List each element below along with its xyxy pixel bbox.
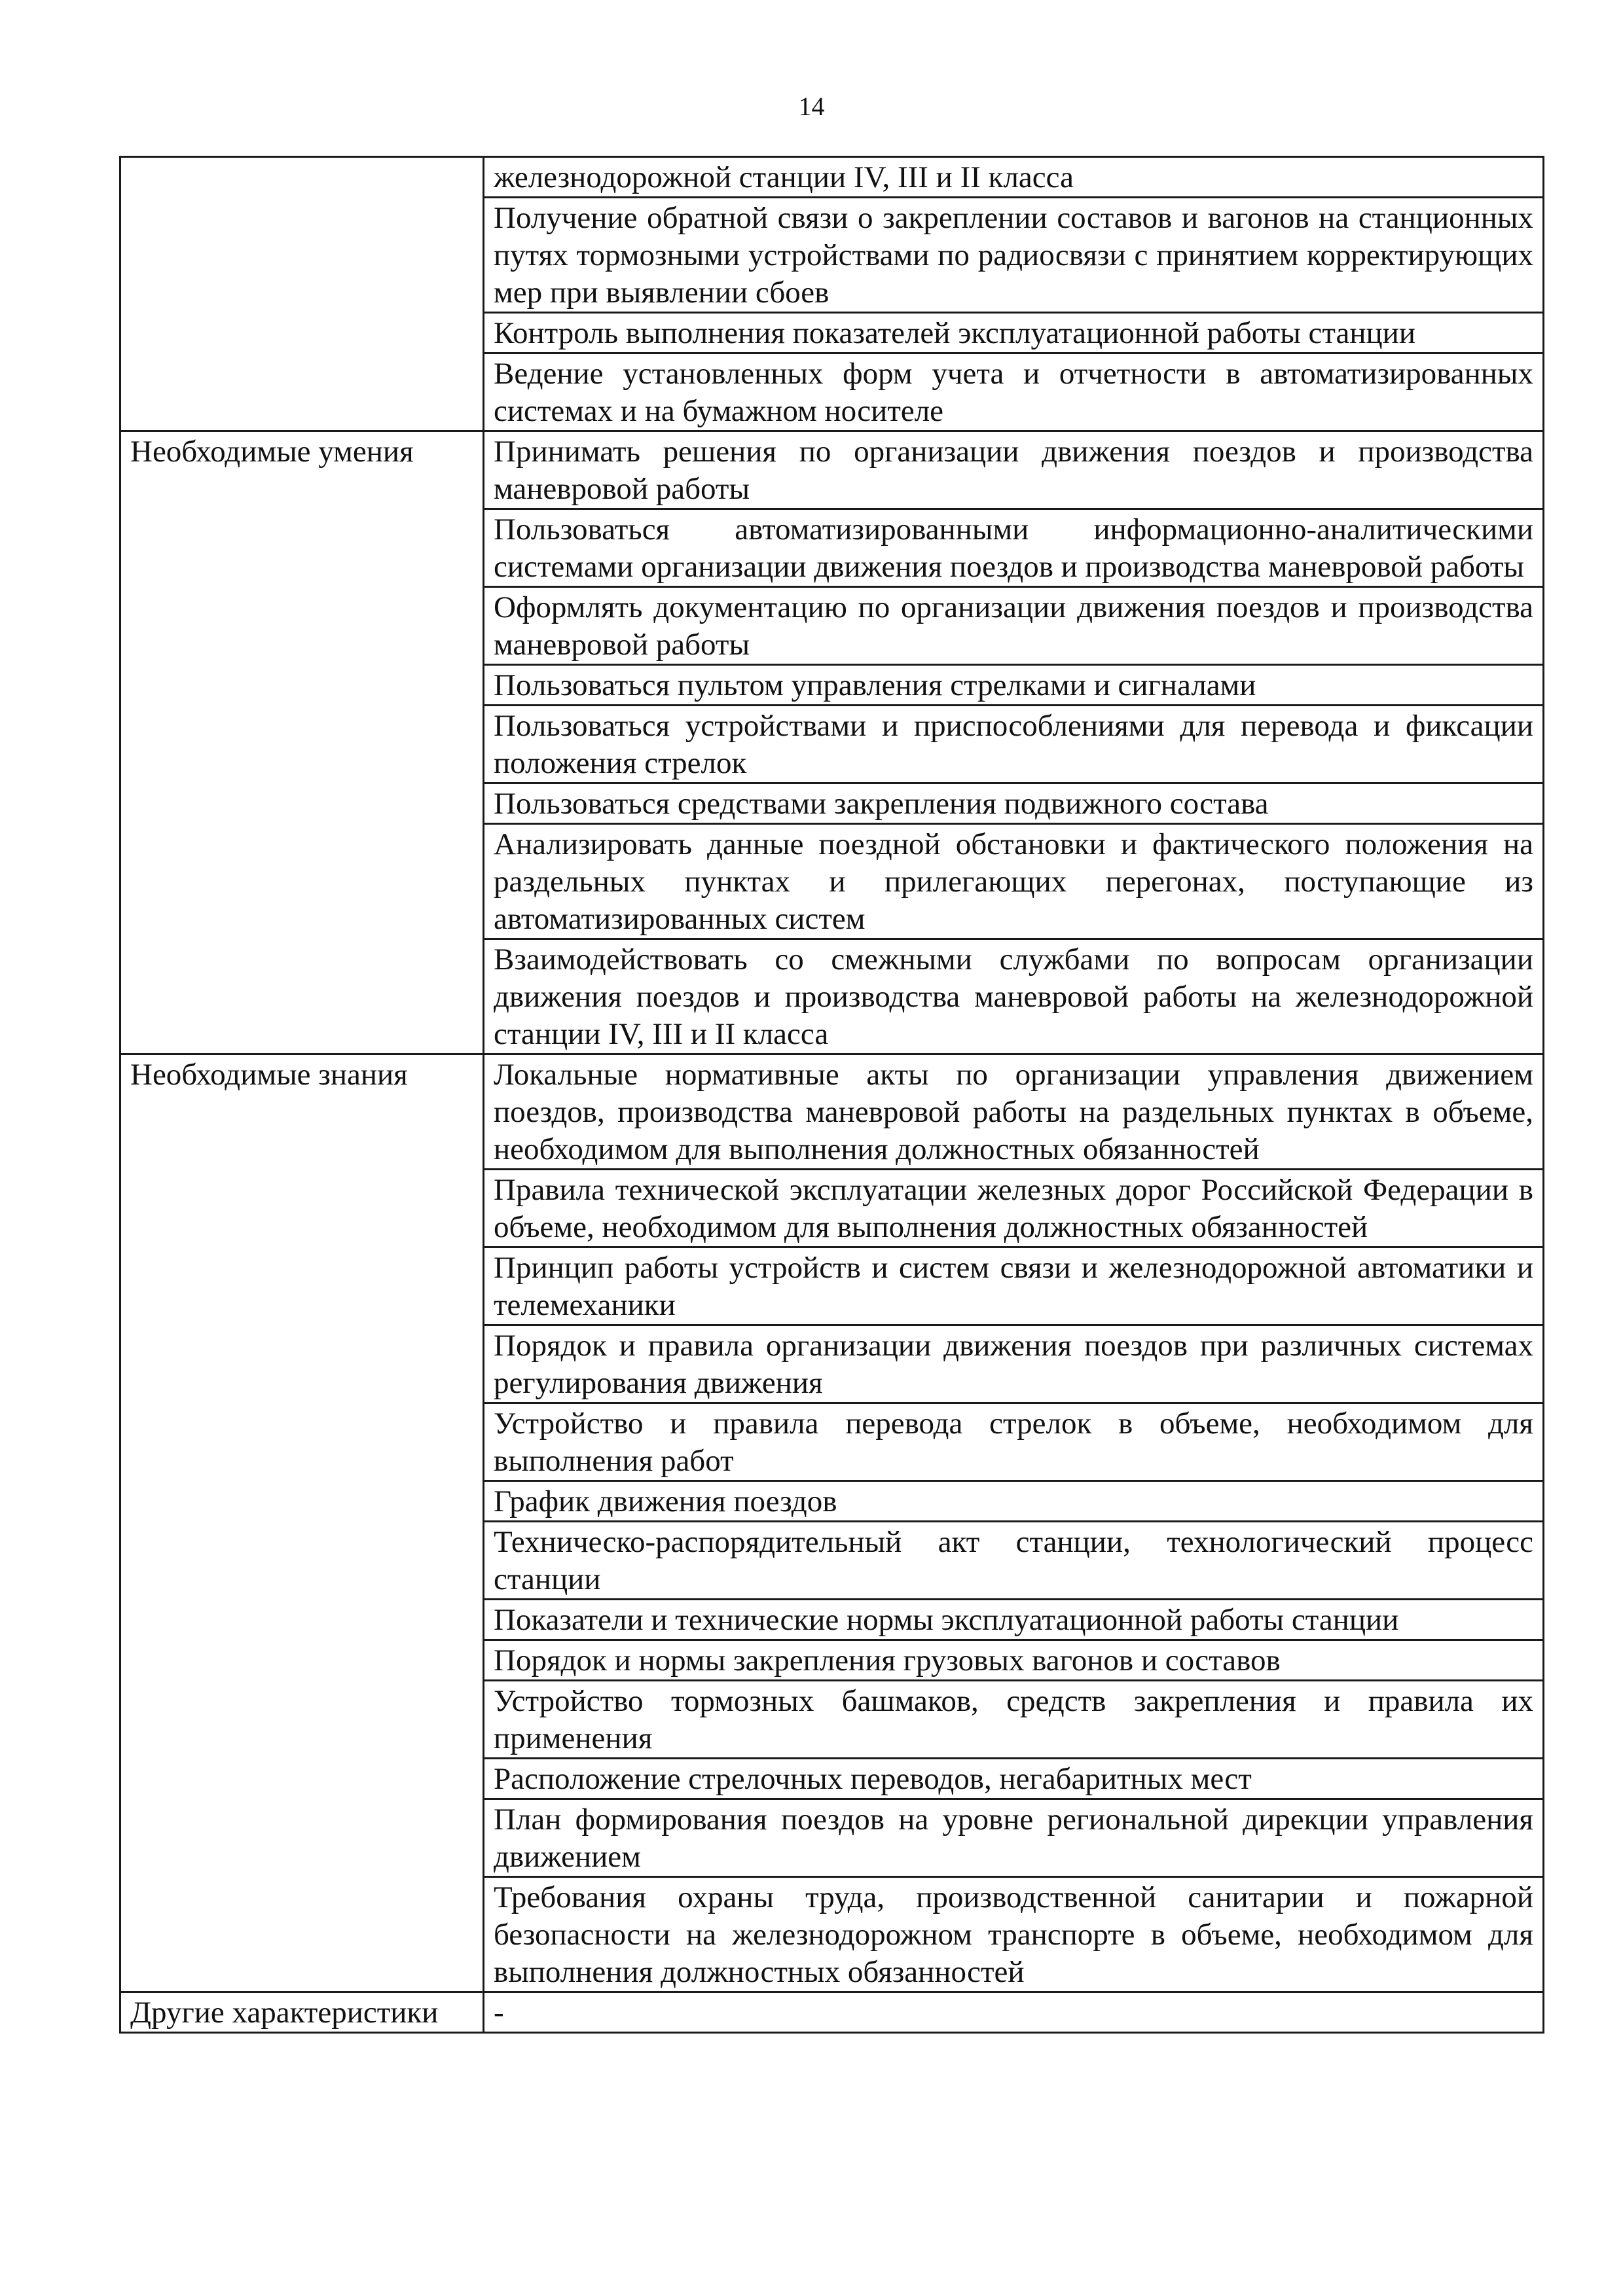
row-item-cell: Получение обратной связи о закреплении составов и вагонов на станционных путях тормозными устройствами по радиосвязи с принятием корректирующих мер при выявлении сбоев [484,198,1544,313]
table-body [120,157,1544,2033]
row-item-cell: Порядок и правила организации движения поездов при различных системах регулирования движения [484,1325,1544,1403]
row-item-cell: Порядок и нормы закрепления грузовых вагонов и составов [484,1640,1544,1681]
row-item-cell: Взаимодействовать со смежными службами по вопросам организации движения поездов и производства маневровой работы на железнодорожной станции IV, III и II класса [484,939,1544,1054]
row-item-cell: Устройство тормозных башмаков, средств закрепления и правила их применения [484,1681,1544,1759]
row-label-cell [120,157,484,431]
row-item-cell: Пользоваться пультом управления стрелками и сигналами [484,665,1544,706]
row-item-cell: Ведение установленных форм учета и отчетности в автоматизированных системах и на бумажном носителе [484,353,1544,431]
table-row [120,1992,1544,2033]
table-row [120,1054,1544,1170]
row-item-cell: Правила технической эксплуатации железных дорог Российской Федерации в объеме, необходимом для выполнения должностных обязанностей [484,1170,1544,1247]
row-label-cell: Необходимые знания [120,1054,484,1992]
row-item-cell: Оформлять документацию по организации движения поездов и производства маневровой работы [484,587,1544,665]
row-item-cell: План формирования поездов на уровне региональной дирекции управления движением [484,1799,1544,1877]
row-item-cell: Пользоваться средствами закрепления подвижного состава [484,783,1544,824]
row-item-cell: Показатели и технические нормы эксплуатационной работы станции [484,1600,1544,1640]
row-item-cell: Пользоваться автоматизированными информационно-аналитическими системами организации движения поездов и производства маневровой работы [484,509,1544,587]
row-item-cell: Пользоваться устройствами и приспособлениями для перевода и фиксации положения стрелок [484,706,1544,783]
row-label-cell: Другие характеристики [120,1992,484,2033]
row-item-cell: Расположение стрелочных переводов, негабаритных мест [484,1759,1544,1799]
qualification-table [119,156,1544,2034]
row-label-cell: Необходимые умения [120,431,484,1054]
table-row [120,431,1544,509]
row-item-cell: Контроль выполнения показателей эксплуатационной работы станции [484,313,1544,353]
row-item-cell: График движения поездов [484,1481,1544,1522]
row-item-cell: Устройство и правила перевода стрелок в объеме, необходимом для выполнения работ [484,1403,1544,1481]
row-item-cell: железнодорожной станции IV, III и II класса [484,157,1544,198]
row-item-cell: Требования охраны труда, производственной санитарии и пожарной безопасности на железнодорожном транспорте в объеме, необходимом для выполнения должностных обязанностей [484,1877,1544,1992]
row-item-cell: Принимать решения по организации движения поездов и производства маневровой работы [484,431,1544,509]
row-item-cell: Анализировать данные поездной обстановки и фактического положения на раздельных пунктах и прилегающих перегонах, поступающие из автоматизированных систем [484,824,1544,939]
row-item-cell: Принцип работы устройств и систем связи и железнодорожной автоматики и телемеханики [484,1247,1544,1325]
table-row [120,157,1544,198]
row-item-cell: Локальные нормативные акты по организации управления движением поездов, производства маневровой работы на раздельных пунктах в объеме, необходимом для выполнения должностных обязанностей [484,1054,1544,1170]
row-item-cell: - [484,1992,1544,2033]
page-number: 14 [798,92,825,121]
row-item-cell: Техническо-распорядительный акт станции, технологический процесс станции [484,1522,1544,1600]
